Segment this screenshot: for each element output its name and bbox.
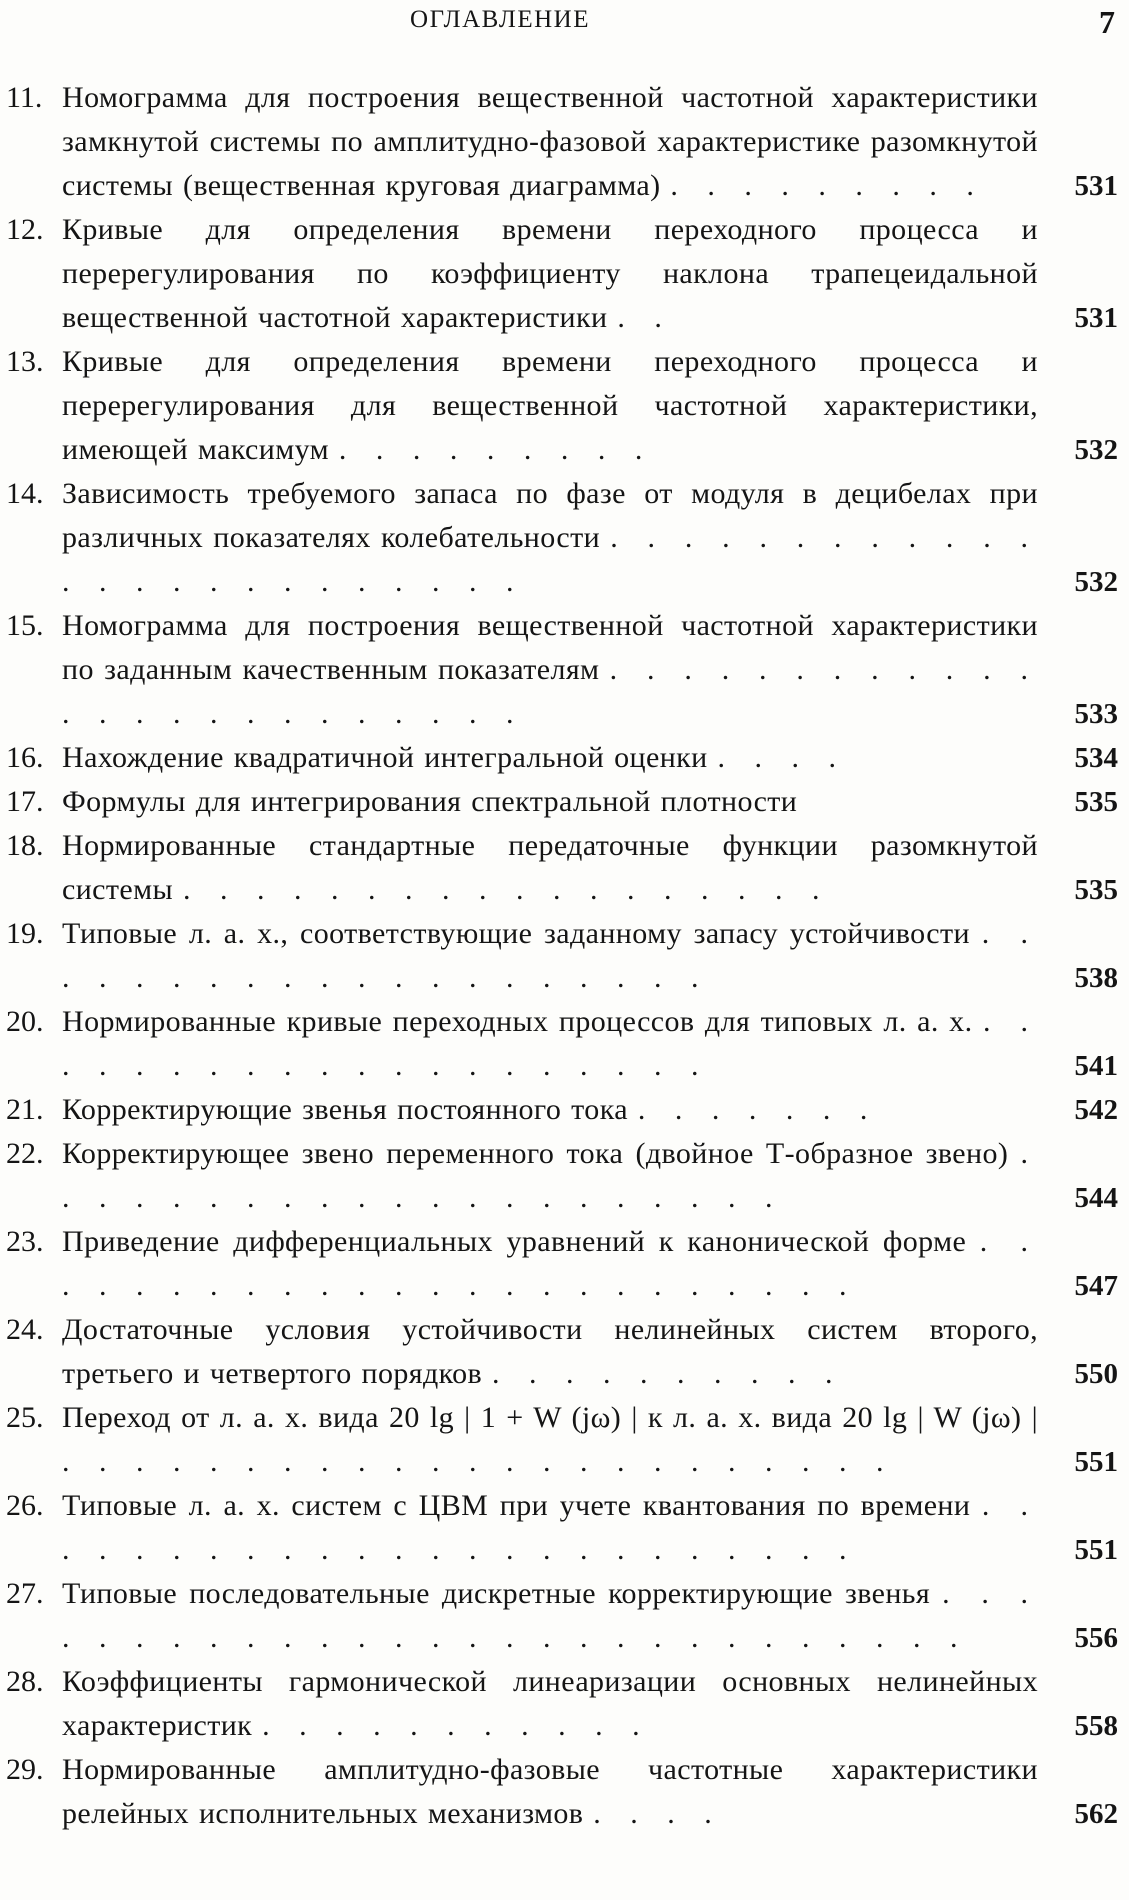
- entry-number: 21.: [6, 1093, 44, 1126]
- entry-number: 14.: [6, 477, 44, 510]
- toc-entry-27: [6, 1572, 1118, 1660]
- entry-page-number: 558: [1074, 1710, 1118, 1742]
- toc-entry-24: [6, 1308, 1118, 1396]
- dot-leader: . . . . . . .: [637, 1093, 878, 1126]
- dot-leader: . . . . . . . . .: [670, 169, 984, 202]
- entry-page-number: 532: [1074, 434, 1118, 466]
- entry-title-text: Нормированные амплитудно-фазовые частотные характеристики релейных исполнительных механизмов: [62, 1753, 1038, 1830]
- entry-page-number: 533: [1074, 698, 1118, 730]
- entry-title: [62, 912, 1038, 1000]
- entry-page-number: 538: [1074, 962, 1118, 994]
- entry-page-number: 535: [1074, 874, 1118, 906]
- entry-title-text: Нормированные стандартные передаточные функции разомкнутой системы: [62, 829, 1038, 906]
- entry-title: [62, 1308, 1038, 1396]
- entry-number: 15.: [6, 609, 44, 642]
- entry-number: 22.: [6, 1137, 44, 1170]
- toc-entry-15: [6, 604, 1118, 736]
- entry-number: 25.: [6, 1401, 44, 1434]
- toc-entry-22: [6, 1132, 1118, 1220]
- entry-number: 23.: [6, 1225, 44, 1258]
- dot-leader: . . . . . . . . . . .: [262, 1709, 650, 1742]
- entry-number: 17.: [6, 785, 44, 818]
- entry-page-number: 531: [1074, 302, 1118, 334]
- table-of-contents: [6, 76, 1118, 1836]
- entry-number: 28.: [6, 1665, 44, 1698]
- entry-title: [62, 472, 1038, 604]
- entry-title-text: Номограмма для построения вещественной частотной характеристики по заданным качественным показателям: [62, 609, 1038, 686]
- entry-title: [62, 604, 1038, 736]
- toc-entry-23: [6, 1220, 1118, 1308]
- entry-title-text: Зависимость требуемого запаса по фазе от модуля в децибелах при различных показателях колебательности: [62, 477, 1038, 554]
- entry-page-number: 532: [1074, 566, 1118, 598]
- toc-entry-26: [6, 1484, 1118, 1572]
- entry-page-number: 550: [1074, 1358, 1118, 1390]
- entry-number: 27.: [6, 1577, 44, 1610]
- entry-page-number: 551: [1074, 1446, 1118, 1478]
- entry-title: [62, 1000, 1038, 1088]
- entry-title-text: Коэффициенты гармонической линеаризации основных нелинейных характеристик: [62, 1665, 1038, 1742]
- entry-title: [62, 340, 1038, 472]
- entry-title: [62, 1132, 1038, 1220]
- entry-number: 12.: [6, 213, 44, 246]
- dot-leader: . . . . . . . . . . . . . . . . . . . . . . .: [62, 1445, 894, 1478]
- entry-title-text: Переход от л. а. х. вида 20 lg | 1 + W (jω) | к л. а. х. вида 20 lg | W (jω) |: [62, 1401, 1038, 1434]
- entry-title: [62, 1660, 1038, 1748]
- dot-leader: . . . .: [593, 1797, 722, 1830]
- entry-page-number: 535: [1074, 786, 1118, 818]
- entry-title-text: Типовые л. а. х. систем с ЦВМ при учете квантования по времени: [62, 1489, 971, 1522]
- entry-title-text: Корректирующие звенья постоянного тока: [62, 1093, 628, 1126]
- entry-number: 11.: [6, 81, 43, 114]
- entry-title: [62, 1220, 1038, 1308]
- entry-page-number: 531: [1074, 170, 1118, 202]
- entry-page-number: 556: [1074, 1622, 1118, 1654]
- entry-title-text: Типовые последовательные дискретные корректирующие звенья: [62, 1577, 931, 1610]
- entry-title-text: Приведение дифференциальных уравнений к канонической форме: [62, 1225, 967, 1258]
- page-number: 7: [1099, 4, 1115, 40]
- entry-title: [62, 824, 1038, 912]
- entry-page-number: 547: [1074, 1270, 1118, 1302]
- entry-page-number: 534: [1074, 742, 1118, 774]
- entry-page-number: 542: [1074, 1094, 1118, 1126]
- toc-entry-14: [6, 472, 1118, 604]
- dot-leader: . . . .: [717, 741, 846, 774]
- dot-leader: . . . . . . . . . . . . . . . . . . . . .: [62, 1137, 1038, 1214]
- toc-entry-28: [6, 1660, 1118, 1748]
- entry-number: 20.: [6, 1005, 44, 1038]
- toc-entry-25: [6, 1396, 1118, 1484]
- entry-title-text: Номограмма для построения вещественной частотной характеристики замкнутой системы по амплитудно-фазовой характеристике разомкнутой системы (вещественная круговая диаграмма): [62, 81, 1038, 202]
- entry-number: 19.: [6, 917, 44, 950]
- entry-page-number: 541: [1074, 1050, 1118, 1082]
- entry-title: [62, 780, 1038, 824]
- dot-leader: . . . . . . . . . . . . . . . . . . . . . . . . .: [62, 653, 1038, 730]
- toc-entry-12: [6, 208, 1118, 340]
- dot-leader: . . . . . . . . . . . . . . . . . . . .: [62, 1005, 1038, 1082]
- entry-title-text: Достаточные условия устойчивости нелинейных систем второго, третьего и четвертого порядков: [62, 1313, 1038, 1390]
- entry-title: [62, 1572, 1038, 1660]
- entry-number: 29.: [6, 1753, 44, 1786]
- toc-entry-21: [6, 1088, 1118, 1132]
- running-title: ОГЛАВЛЕНИЕ: [410, 6, 590, 33]
- dot-leader: . . . . . . . . . . . . . . . . . . . . . . . .: [62, 1489, 1038, 1566]
- entry-title-text: Кривые для определения времени переходного процесса и перерегулирования по коэффициенту наклона трапецеидальной вещественной частотной характеристики: [62, 213, 1038, 334]
- toc-entry-11: [6, 76, 1118, 208]
- entry-title-text: Формулы для интегрирования спектральной плотности: [62, 785, 798, 818]
- entry-title: [62, 736, 1038, 780]
- entry-title: [62, 1484, 1038, 1572]
- toc-entry-29: [6, 1748, 1118, 1836]
- dot-leader: . . . . . . . . . . . . . . . . . . . . . . . . .: [62, 521, 1038, 598]
- entry-title-text: Корректирующее звено переменного тока (двойное Т-образное звено): [62, 1137, 1009, 1170]
- toc-entry-17: [6, 780, 1118, 824]
- entry-title: [62, 1088, 1038, 1132]
- entry-page-number: 562: [1074, 1798, 1118, 1830]
- entry-title: [62, 1396, 1038, 1484]
- entry-number: 16.: [6, 741, 44, 774]
- entry-title: [62, 1748, 1038, 1836]
- entry-page-number: 544: [1074, 1182, 1118, 1214]
- entry-title-text: Кривые для определения времени переходного процесса и перерегулирования для вещественной частотной характеристики, имеющей максимум: [62, 345, 1038, 466]
- entry-number: 24.: [6, 1313, 44, 1346]
- dot-leader: . . . . . . . . .: [338, 433, 653, 466]
- entry-number: 26.: [6, 1489, 44, 1522]
- entry-page-number: 551: [1074, 1534, 1118, 1566]
- entry-title-text: Нахождение квадратичной интегральной оценки: [62, 741, 708, 774]
- dot-leader: . . . . . . . . . . . . . . . . . . . . . . . . . . . .: [62, 1577, 1039, 1654]
- entry-number: 18.: [6, 829, 44, 862]
- running-head: [0, 4, 1129, 44]
- dot-leader: . . . . . . . . . . . . . . . . . . . .: [62, 917, 1038, 994]
- entry-title: [62, 208, 1038, 340]
- toc-entry-16: [6, 736, 1118, 780]
- toc-entry-19: [6, 912, 1118, 1000]
- entry-title-text: Нормированные кривые переходных процессов для типовых л. а. х.: [62, 1005, 973, 1038]
- dot-leader: . .: [617, 301, 672, 334]
- toc-entry-18: [6, 824, 1118, 912]
- entry-number: 13.: [6, 345, 44, 378]
- toc-entry-13: [6, 340, 1118, 472]
- dot-leader: . . . . . . . . . .: [491, 1357, 843, 1390]
- dot-leader: . . . . . . . . . . . . . . . . . .: [182, 873, 830, 906]
- toc-entry-20: [6, 1000, 1118, 1088]
- dot-leader: . . . . . . . . . . . . . . . . . . . . . . . .: [62, 1225, 1039, 1302]
- entry-title-text: Типовые л. а. х., соответствующие заданному запасу устойчивости: [62, 917, 970, 950]
- entry-title: [62, 76, 1038, 208]
